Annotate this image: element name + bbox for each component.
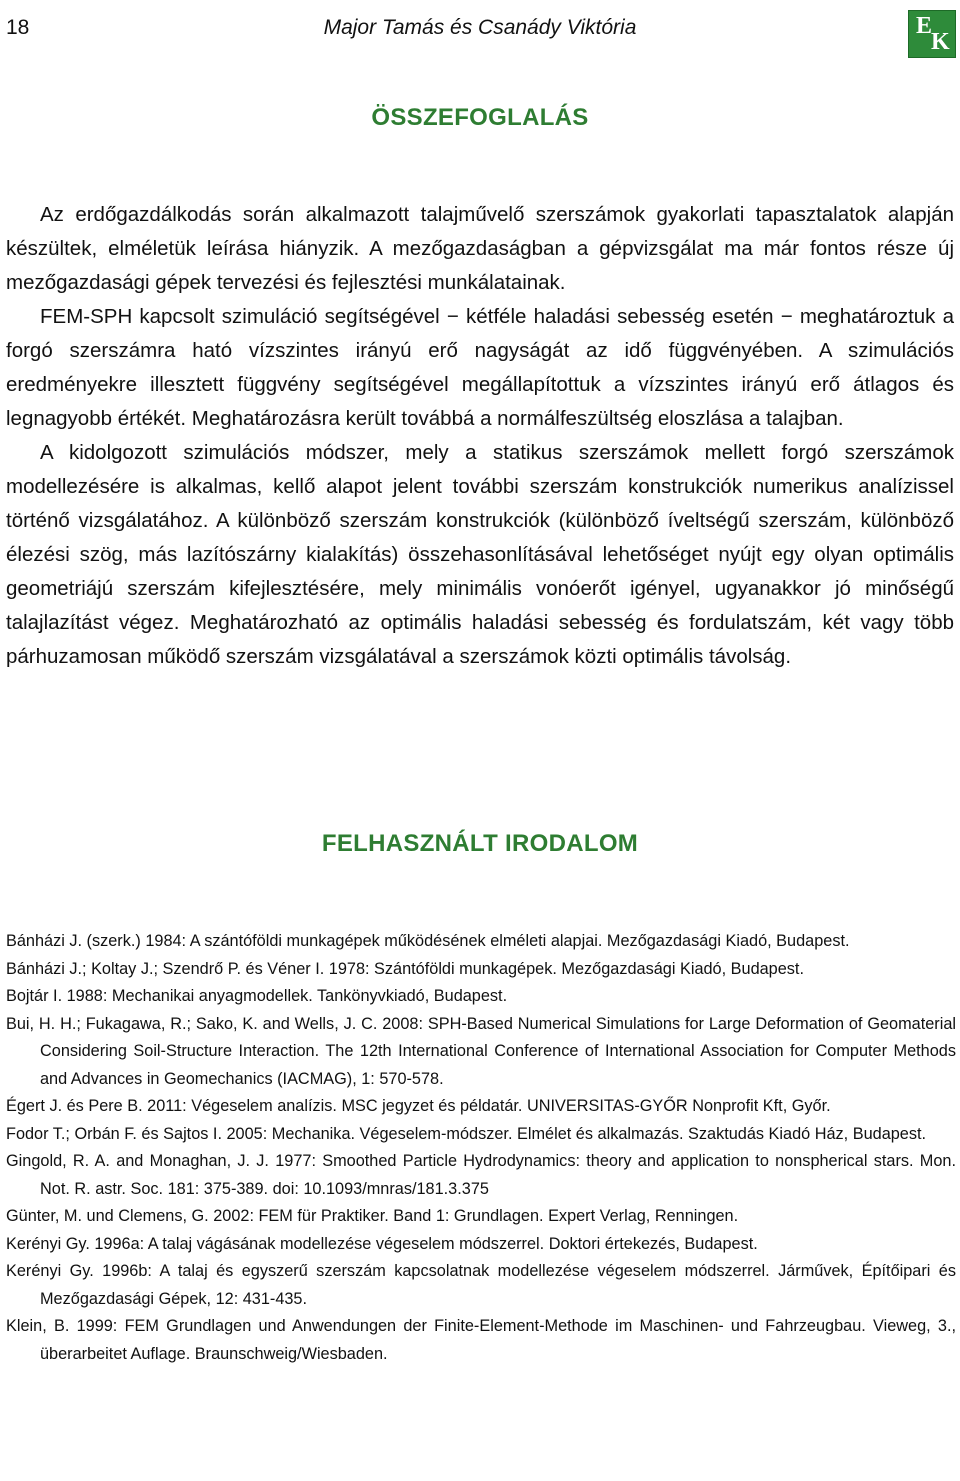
reference-item: Bánházi J. (szerk.) 1984: A szántóföldi munkagépek működésének elméleti alapjai. Mezőgazdasági Kiadó, Budapest. bbox=[6, 932, 850, 950]
running-head: Major Tamás és Csanády Viktória bbox=[323, 16, 637, 39]
reference-item: Fodor T.; Orbán F. és Sajtos I. 2005: Mechanika. Végeselem-módszer. Elmélet és alkalmazás. Szaktudás Kiadó Ház, Budapest. bbox=[6, 1124, 927, 1143]
reference-item: Kerényi Gy. 1996b: A talaj és egyszerű szerszám kapcsolatnak modellezése végeselem módszerrel. Járművek, Építőipari és Mezőgazdasági Gépek, 12: 431-435. bbox=[6, 1262, 956, 1308]
reference-item: Gingold, R. A. and Monaghan, J. J. 1977: Smoothed Particle Hydrodynamics: theory and application to nonspherical stars. Mon. Not. R. astr. Soc. 181: 375-389. doi: 10.1093/mnras/181.3.375 bbox=[6, 1152, 956, 1198]
reference-item: Günter, M. und Clemens, G. 2002: FEM für Praktiker. Band 1: Grundlagen. Expert Verlag, Renningen. bbox=[6, 1207, 739, 1225]
summary-paragraph: Az erdőgazdálkodás során alkalmazott talajművelő szerszámok gyakorlati tapasztalatok alapján készültek, elméletük leírása hiányzik. A mezőgazdaságban a gépvizsgálat ma már fontos része új mezőgazdasági gépek tervezési és fejlesztési munkálatainak. bbox=[6, 203, 954, 294]
page-header bbox=[0, 10, 960, 55]
summary-paragraph: FEM-SPH kapcsolt szimuláció segítségével − kétféle haladási sebesség esetén − meghatároztuk a forgó szerszámra ható vízszintes irányú erő nagyságát az idő függvényében. A szimulációs eredményekre illesztett függvény segítségével megállapítottuk a vízszintes irányú erő átlagos és legnagyobb értékét. Meghatározásra került továbbá a normálfeszültség eloszlása a talajban. bbox=[6, 305, 954, 430]
references-heading: FELHASZNÁLT IRODALOM bbox=[321, 830, 639, 857]
reference-item: Bánházi J.; Koltay J.; Szendrő P. és Véner I. 1978: Szántóföldi munkagépek. Mezőgazdasági Kiadó, Budapest. bbox=[6, 959, 804, 978]
reference-item: Klein, B. 1999: FEM Grundlagen und Anwendungen der Finite-Element-Methode im Maschinen- und Fahrzeugbau. Vieweg, 3., überarbeitet Auflage. Braunschweig/Wiesbaden. bbox=[6, 1317, 956, 1363]
reference-item: Bui, H. H.; Fukagawa, R.; Sako, K. and Wells, J. C. 2008: SPH-Based Numerical Simulations for Large Deformation of Geomaterial Considering Soil-Structure Interaction. The 12th International Conference of International Association for Computer Methods and Advances in Geomechanics (IACMAG), 1: 570-578. bbox=[6, 1014, 956, 1088]
summary-paragraph: A kidolgozott szimulációs módszer, mely a statikus szerszámok mellett forgó szerszámok modellezésére is alkalmas, kellő alapot jelent további szerszám konstrukciók numerikus analízissel történő vizsgálatához. A különböző szerszám konstrukciók (különböző íveltségű szerszám, különböző élezési szög, más lazítószárny kialakítás) összehasonlításával lehetőséget nyújt egy olyan optimális geometriájú szerszám kifejlesztésére, mely minimális vonóerőt igényel, ugyanakkor jó minőségű talajlazítást végez. Meghatározható az optimális haladási sebesség és fordulatszám, két vagy több párhuzamosan működő szerszám vizsgálatával a szerszámok közti optimális távolság. bbox=[6, 441, 954, 668]
logo-letter-e: E bbox=[916, 13, 933, 39]
reference-item: Bojtár I. 1988: Mechanikai anyagmodellek. Tankönyvkiadó, Budapest. bbox=[6, 987, 508, 1005]
logo-letter-k: K bbox=[931, 29, 950, 55]
reference-item: Kerényi Gy. 1996a: A talaj vágásának modellezése végeselem módszerrel. Doktori értekezés, Budapest. bbox=[6, 1234, 758, 1253]
journal-logo bbox=[908, 10, 956, 58]
reference-list bbox=[6, 928, 956, 1368]
summary-text bbox=[6, 198, 954, 674]
page-number: 18 bbox=[6, 16, 30, 39]
summary-heading: ÖSSZEFOGLALÁS bbox=[371, 104, 589, 131]
reference-item: Égert J. és Pere B. 2011: Végeselem analízis. MSC jegyzet és példatár. UNIVERSITAS-GYŐR Nonprofit Kft, Győr. bbox=[6, 1097, 831, 1115]
